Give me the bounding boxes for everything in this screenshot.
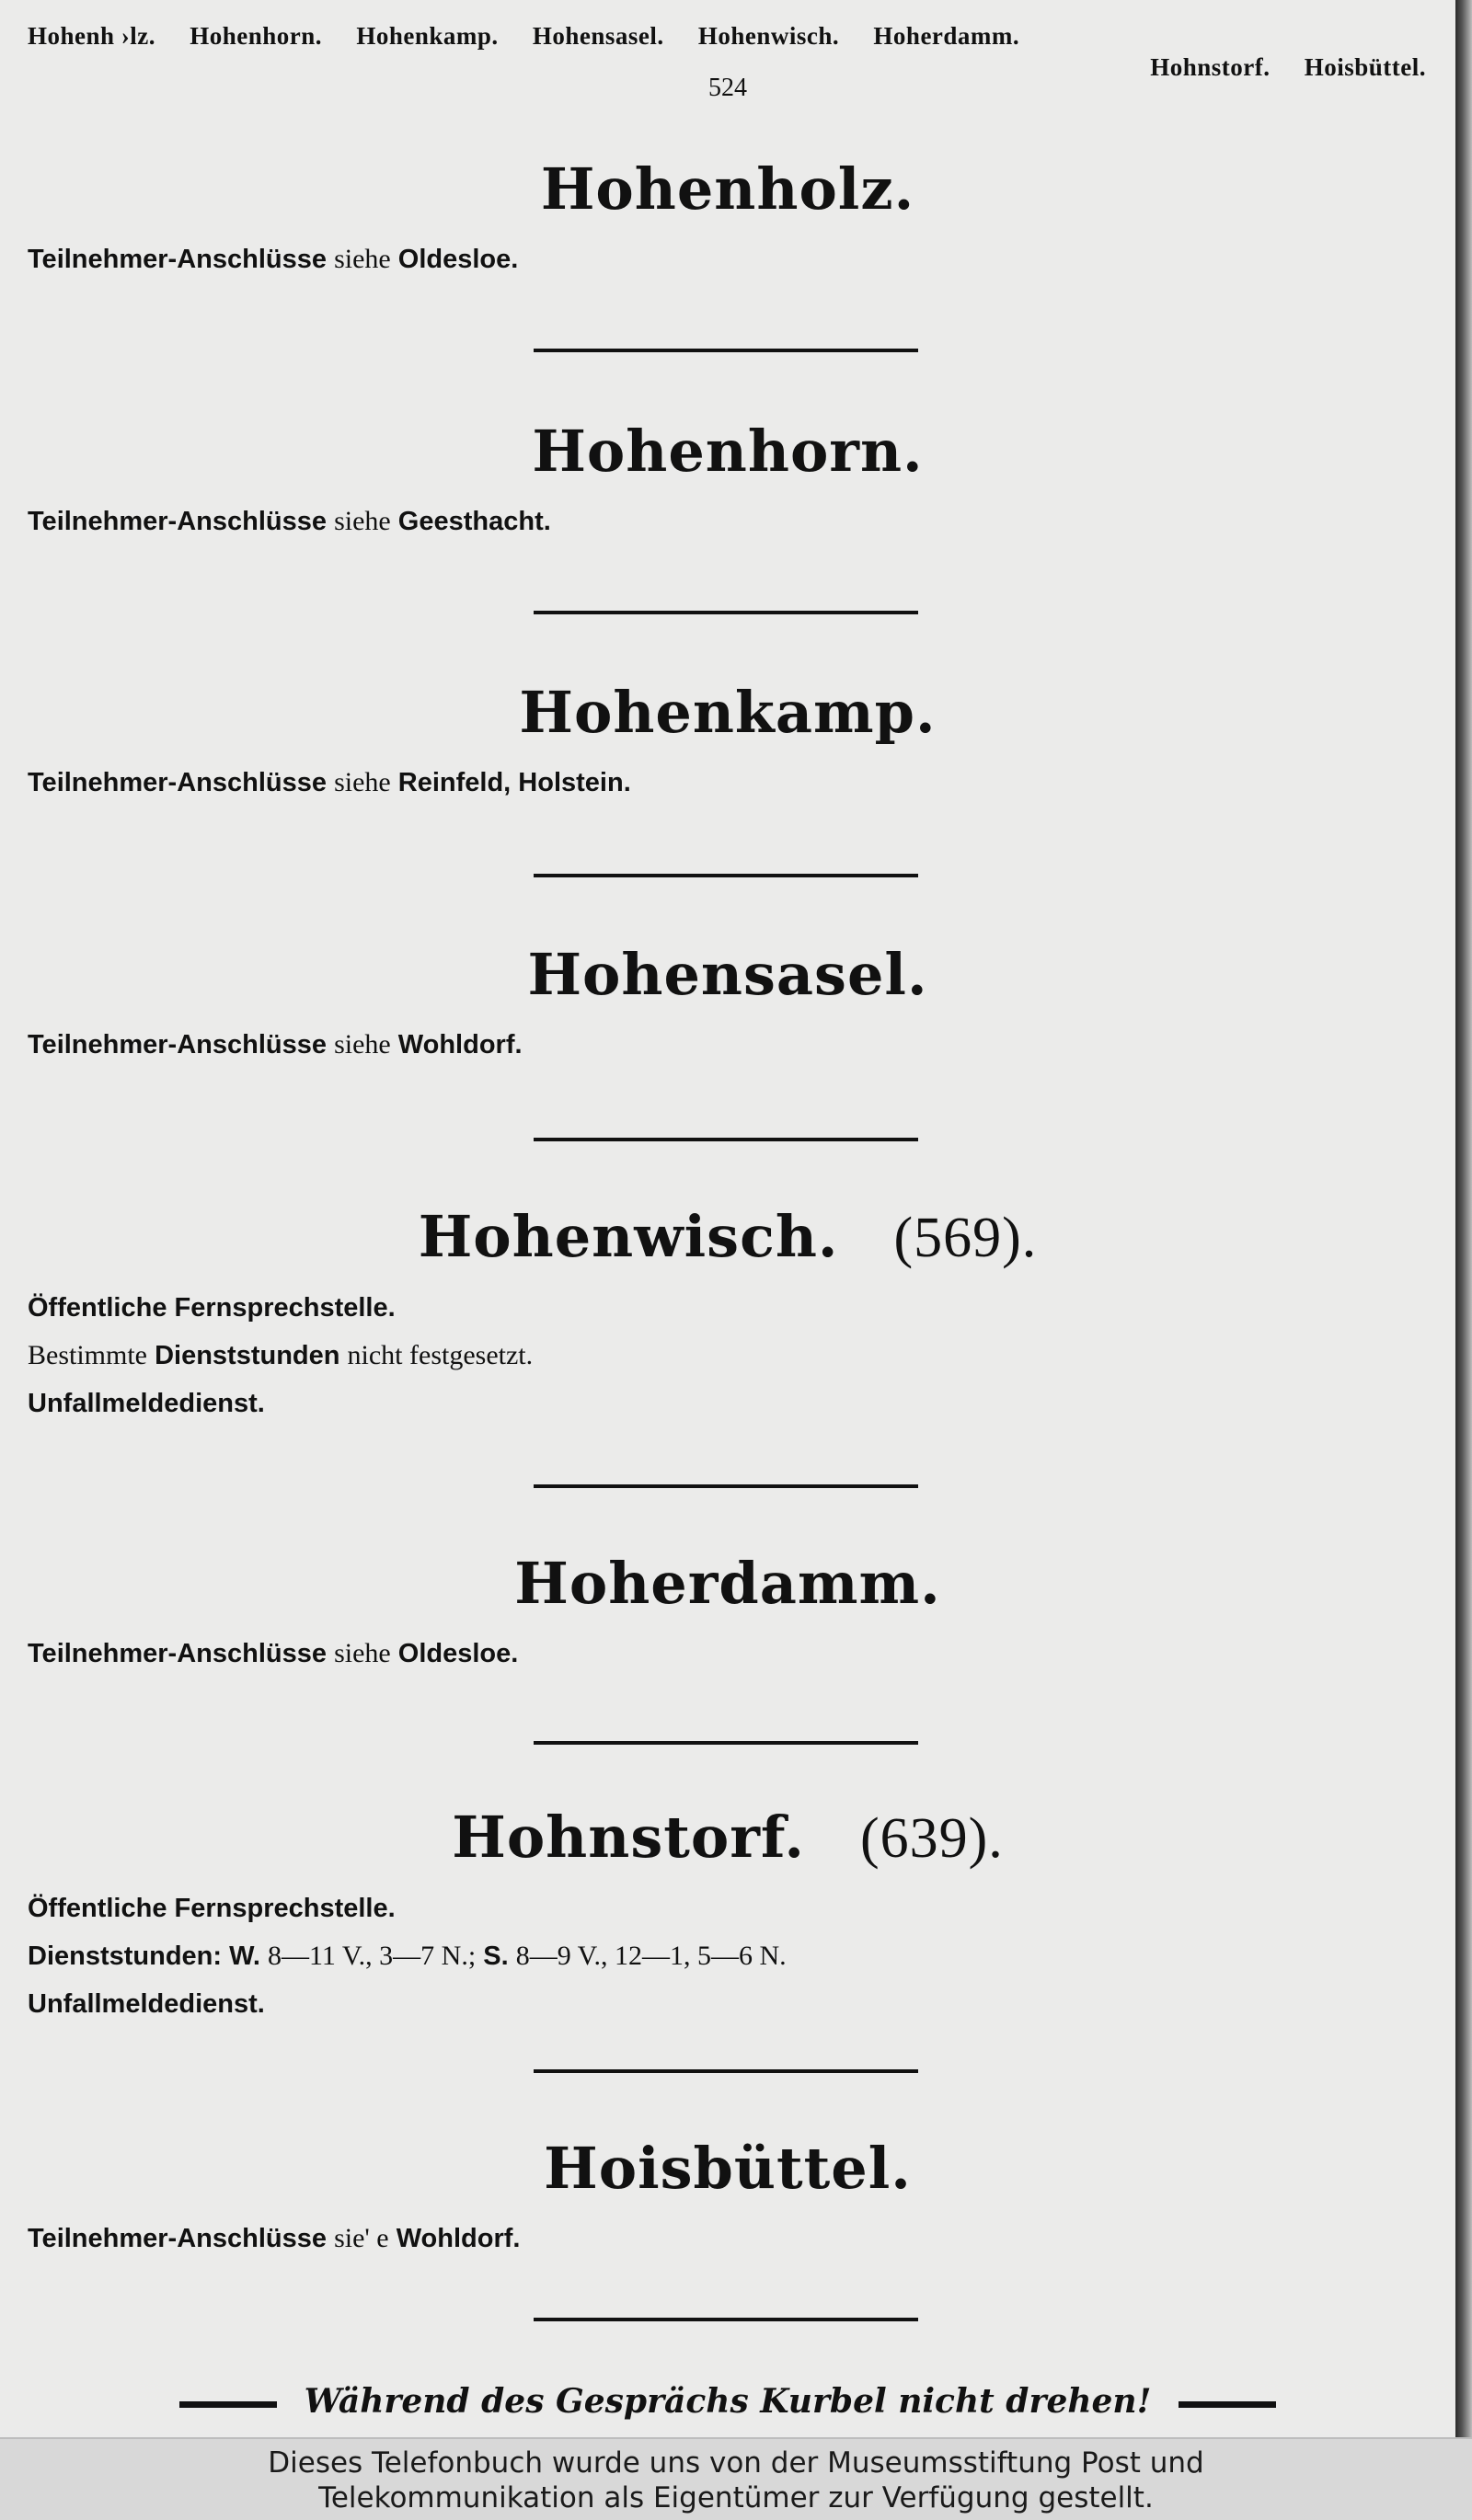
entry-reference: Wohldorf.	[397, 1030, 523, 1060]
running-head-entry: Hohenwisch.	[697, 22, 840, 50]
page-edge-shadow	[1455, 0, 1472, 2437]
footer-warning	[0, 2382, 1455, 2421]
section-title: Hohensasel.	[527, 941, 928, 1008]
running-head-entry: Hohnstorf.	[1150, 53, 1271, 81]
entry-label: Teilnehmer-Anschlüsse	[28, 245, 328, 274]
entry-label: Teilnehmer-Anschlüsse	[28, 768, 328, 797]
entry-label: Teilnehmer-Anschlüsse	[28, 507, 328, 536]
section-divider	[534, 349, 918, 352]
footer-dash-right	[1179, 2401, 1276, 2408]
entry-see: siehe	[334, 1029, 391, 1060]
section-hohnstorf	[0, 1803, 1455, 2028]
entry-see: siehe	[334, 244, 391, 274]
section-hohenhorn	[0, 417, 1455, 545]
section-title-row	[0, 1803, 1455, 1873]
entry-label: Dienststunden	[155, 1341, 340, 1370]
entry-line	[28, 2215, 1455, 2262]
section-hohensasel	[0, 940, 1455, 1069]
entry-see: siehe	[334, 767, 391, 797]
section-title: Hoherdamm.	[514, 1550, 941, 1617]
entry-label: Teilnehmer-Anschlüsse	[28, 1030, 328, 1060]
entry-line	[28, 1021, 1455, 1069]
section-divider	[534, 1741, 918, 1745]
entry-label: Teilnehmer-Anschlüsse	[28, 1639, 328, 1668]
entry-line	[28, 498, 1455, 545]
credit-line-1: Dieses Telefonbuch wurde uns von der Museumsstiftung Post und	[268, 2446, 1204, 2480]
entry-label: S.	[483, 1942, 509, 1971]
entry-see: siehe	[334, 506, 391, 536]
section-hohenwisch	[0, 1202, 1455, 1427]
entry-line	[28, 759, 1455, 807]
entry-reference: Oldesloe.	[397, 1639, 519, 1668]
section-number: (569).	[893, 1207, 1038, 1269]
section-title: Hohnstorf.	[452, 1804, 805, 1871]
entry-label: Teilnehmer-Anschlüsse	[28, 2224, 328, 2253]
entry-reference: Reinfeld, Holstein.	[397, 768, 631, 797]
entry-see: siehe	[334, 1638, 391, 1668]
section-title-row	[0, 1202, 1455, 1273]
entry-label: Öffentliche Fernsprechstelle.	[28, 1293, 396, 1323]
section-hohenholz	[0, 155, 1455, 283]
entry-line	[28, 1884, 1455, 1932]
entry-label: Unfallmeldedienst.	[28, 1989, 265, 2019]
entry-line	[28, 1932, 1455, 1980]
running-head-entry: Hoherdamm.	[873, 22, 1020, 50]
section-number: (639).	[859, 1807, 1004, 1870]
credit-banner	[0, 2437, 1472, 2520]
credit-line-2: Telekommunikation als Eigentümer zur Verfügung gestellt.	[318, 2481, 1154, 2514]
entry-label: Unfallmeldedienst.	[28, 1389, 265, 1418]
entry-see: sie' e	[334, 2223, 389, 2253]
entry-line	[28, 1284, 1455, 1332]
page-number: 524	[708, 74, 747, 102]
entry-label: Öffentliche Fernsprechstelle.	[28, 1894, 396, 1923]
section-divider	[534, 611, 918, 614]
entry-line	[28, 1630, 1455, 1678]
entry-reference: Wohldorf.	[396, 2224, 521, 2253]
section-hohenkamp	[0, 678, 1455, 807]
section-title: Hohenkamp.	[519, 679, 937, 746]
entry-detail: 8—9 V., 12—1, 5—6 N.	[515, 1941, 787, 1971]
running-head-entry: Hohensasel.	[532, 22, 664, 50]
section-hoisbuettel	[0, 2134, 1455, 2262]
section-divider	[534, 2069, 918, 2073]
section-title: Hohenhorn.	[532, 418, 924, 485]
entry-line	[28, 235, 1455, 283]
entry-line	[28, 1380, 1455, 1427]
footer-warning-text: Während des Gesprächs Kurbel nicht drehen!	[304, 2382, 1152, 2421]
section-title: Hoisbüttel.	[544, 2135, 912, 2202]
entry-prefix: Bestimmte	[28, 1340, 147, 1370]
entry-reference: Oldesloe.	[397, 245, 519, 274]
entry-line	[28, 1980, 1455, 2028]
running-head-line-1	[28, 20, 1426, 52]
section-divider	[534, 1138, 918, 1141]
entry-label: Dienststunden: W.	[28, 1942, 260, 1971]
running-head-entry: Hohenhorn.	[190, 22, 323, 50]
running-head-entry: Hohenh ›lz.	[28, 22, 156, 50]
entry-line	[28, 1332, 1455, 1380]
section-title: Hohenwisch.	[418, 1203, 839, 1270]
section-title: Hohenholz.	[540, 155, 915, 223]
running-head-entry: Hoisbüttel.	[1304, 53, 1426, 81]
footer-dash-left	[179, 2401, 277, 2408]
section-hoherdamm	[0, 1549, 1455, 1678]
section-divider	[534, 1484, 918, 1488]
running-head-entry: Hohenkamp.	[356, 22, 499, 50]
section-divider	[534, 874, 918, 877]
entry-detail: nicht festgesetzt.	[347, 1340, 534, 1370]
entry-reference: Geesthacht.	[397, 507, 551, 536]
section-divider	[534, 2318, 918, 2321]
entry-detail: 8—11 V., 3—7 N.;	[268, 1941, 477, 1971]
